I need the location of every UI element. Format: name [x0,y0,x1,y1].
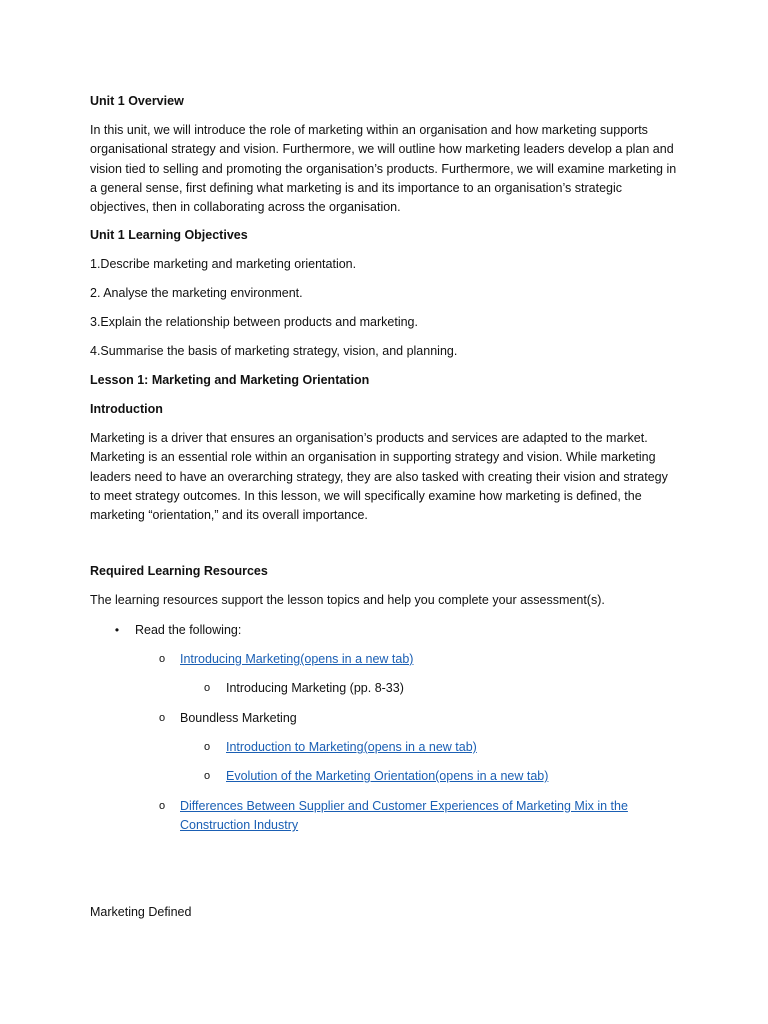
objective-2: 2. Analyse the marketing environment. [90,286,303,300]
evolution-marketing-orientation-link[interactable]: Evolution of the Marketing Orientation(opens in a new tab) [226,769,549,783]
bullet-disc: • [114,623,120,637]
resources-heading: Required Learning Resources [90,564,268,578]
unit-overview-heading: Unit 1 Overview [90,94,184,108]
list-item [0,738,768,758]
differences-supplier-customer-link[interactable]: Differences Between Supplier and Customer Experiences of Marketing Mix in the Construction Industry [180,799,628,833]
objective-1: 1.Describe marketing and marketing orientation. [90,257,357,271]
bullet-circle: o [158,712,166,724]
bullet-circle: o [158,800,166,812]
boundless-marketing-label: Boundless Marketing [180,711,297,725]
list-item [0,709,768,729]
list-item [0,621,768,641]
learning-objectives-heading: Unit 1 Learning Objectives [90,228,248,242]
bullet-circle: o [203,682,211,694]
list-item [0,650,768,670]
marketing-defined-heading: Marketing Defined [90,905,192,919]
bullet-circle: o [158,653,166,665]
list-item [0,797,768,837]
introducing-marketing-pages: Introducing Marketing (pp. 8-33) [226,681,404,695]
introduction-to-marketing-link[interactable]: Introduction to Marketing(opens in a new tab) [226,740,477,754]
bullet-circle: o [203,741,211,753]
unit-overview-paragraph: In this unit, we will introduce the role of marketing within an organisation and how marketing supports organisational strategy and vision. Furthermore, we will outline how marketing leaders develop a plan and vision tied to selling and promoting the organisation’s products. Furthermore, we will examine marketing in a general sense, first defining what marketing is and its importance to an organisation’s strategic objectives, then in collaborating across the organisation. [90,123,677,215]
list-item [0,767,768,787]
list-item [0,679,768,699]
objective-4: 4.Summarise the basis of marketing strategy, vision, and planning. [90,344,458,358]
objective-3: 3.Explain the relationship between products and marketing. [90,315,418,329]
resources-paragraph: The learning resources support the lesson topics and help you complete your assessment(s). [90,593,605,607]
introduction-heading: Introduction [90,402,163,416]
introducing-marketing-link[interactable]: Introducing Marketing(opens in a new tab) [180,652,414,666]
introduction-paragraph: Marketing is a driver that ensures an organisation’s products and services are adapted to the market. Marketing is an essential role within an organisation in supporting strategy and vision. While marketing leaders need to have an overarching strategy, they are also tasked with creating their vision and strategy to meet strategy outcomes. In this lesson, we will specifically examine how marketing is defined, the marketing “orientation,” and its overall importance. [90,431,668,523]
bullet-circle: o [203,770,211,782]
lesson-heading: Lesson 1: Marketing and Marketing Orientation [90,373,370,387]
read-following-label: Read the following: [135,623,242,637]
